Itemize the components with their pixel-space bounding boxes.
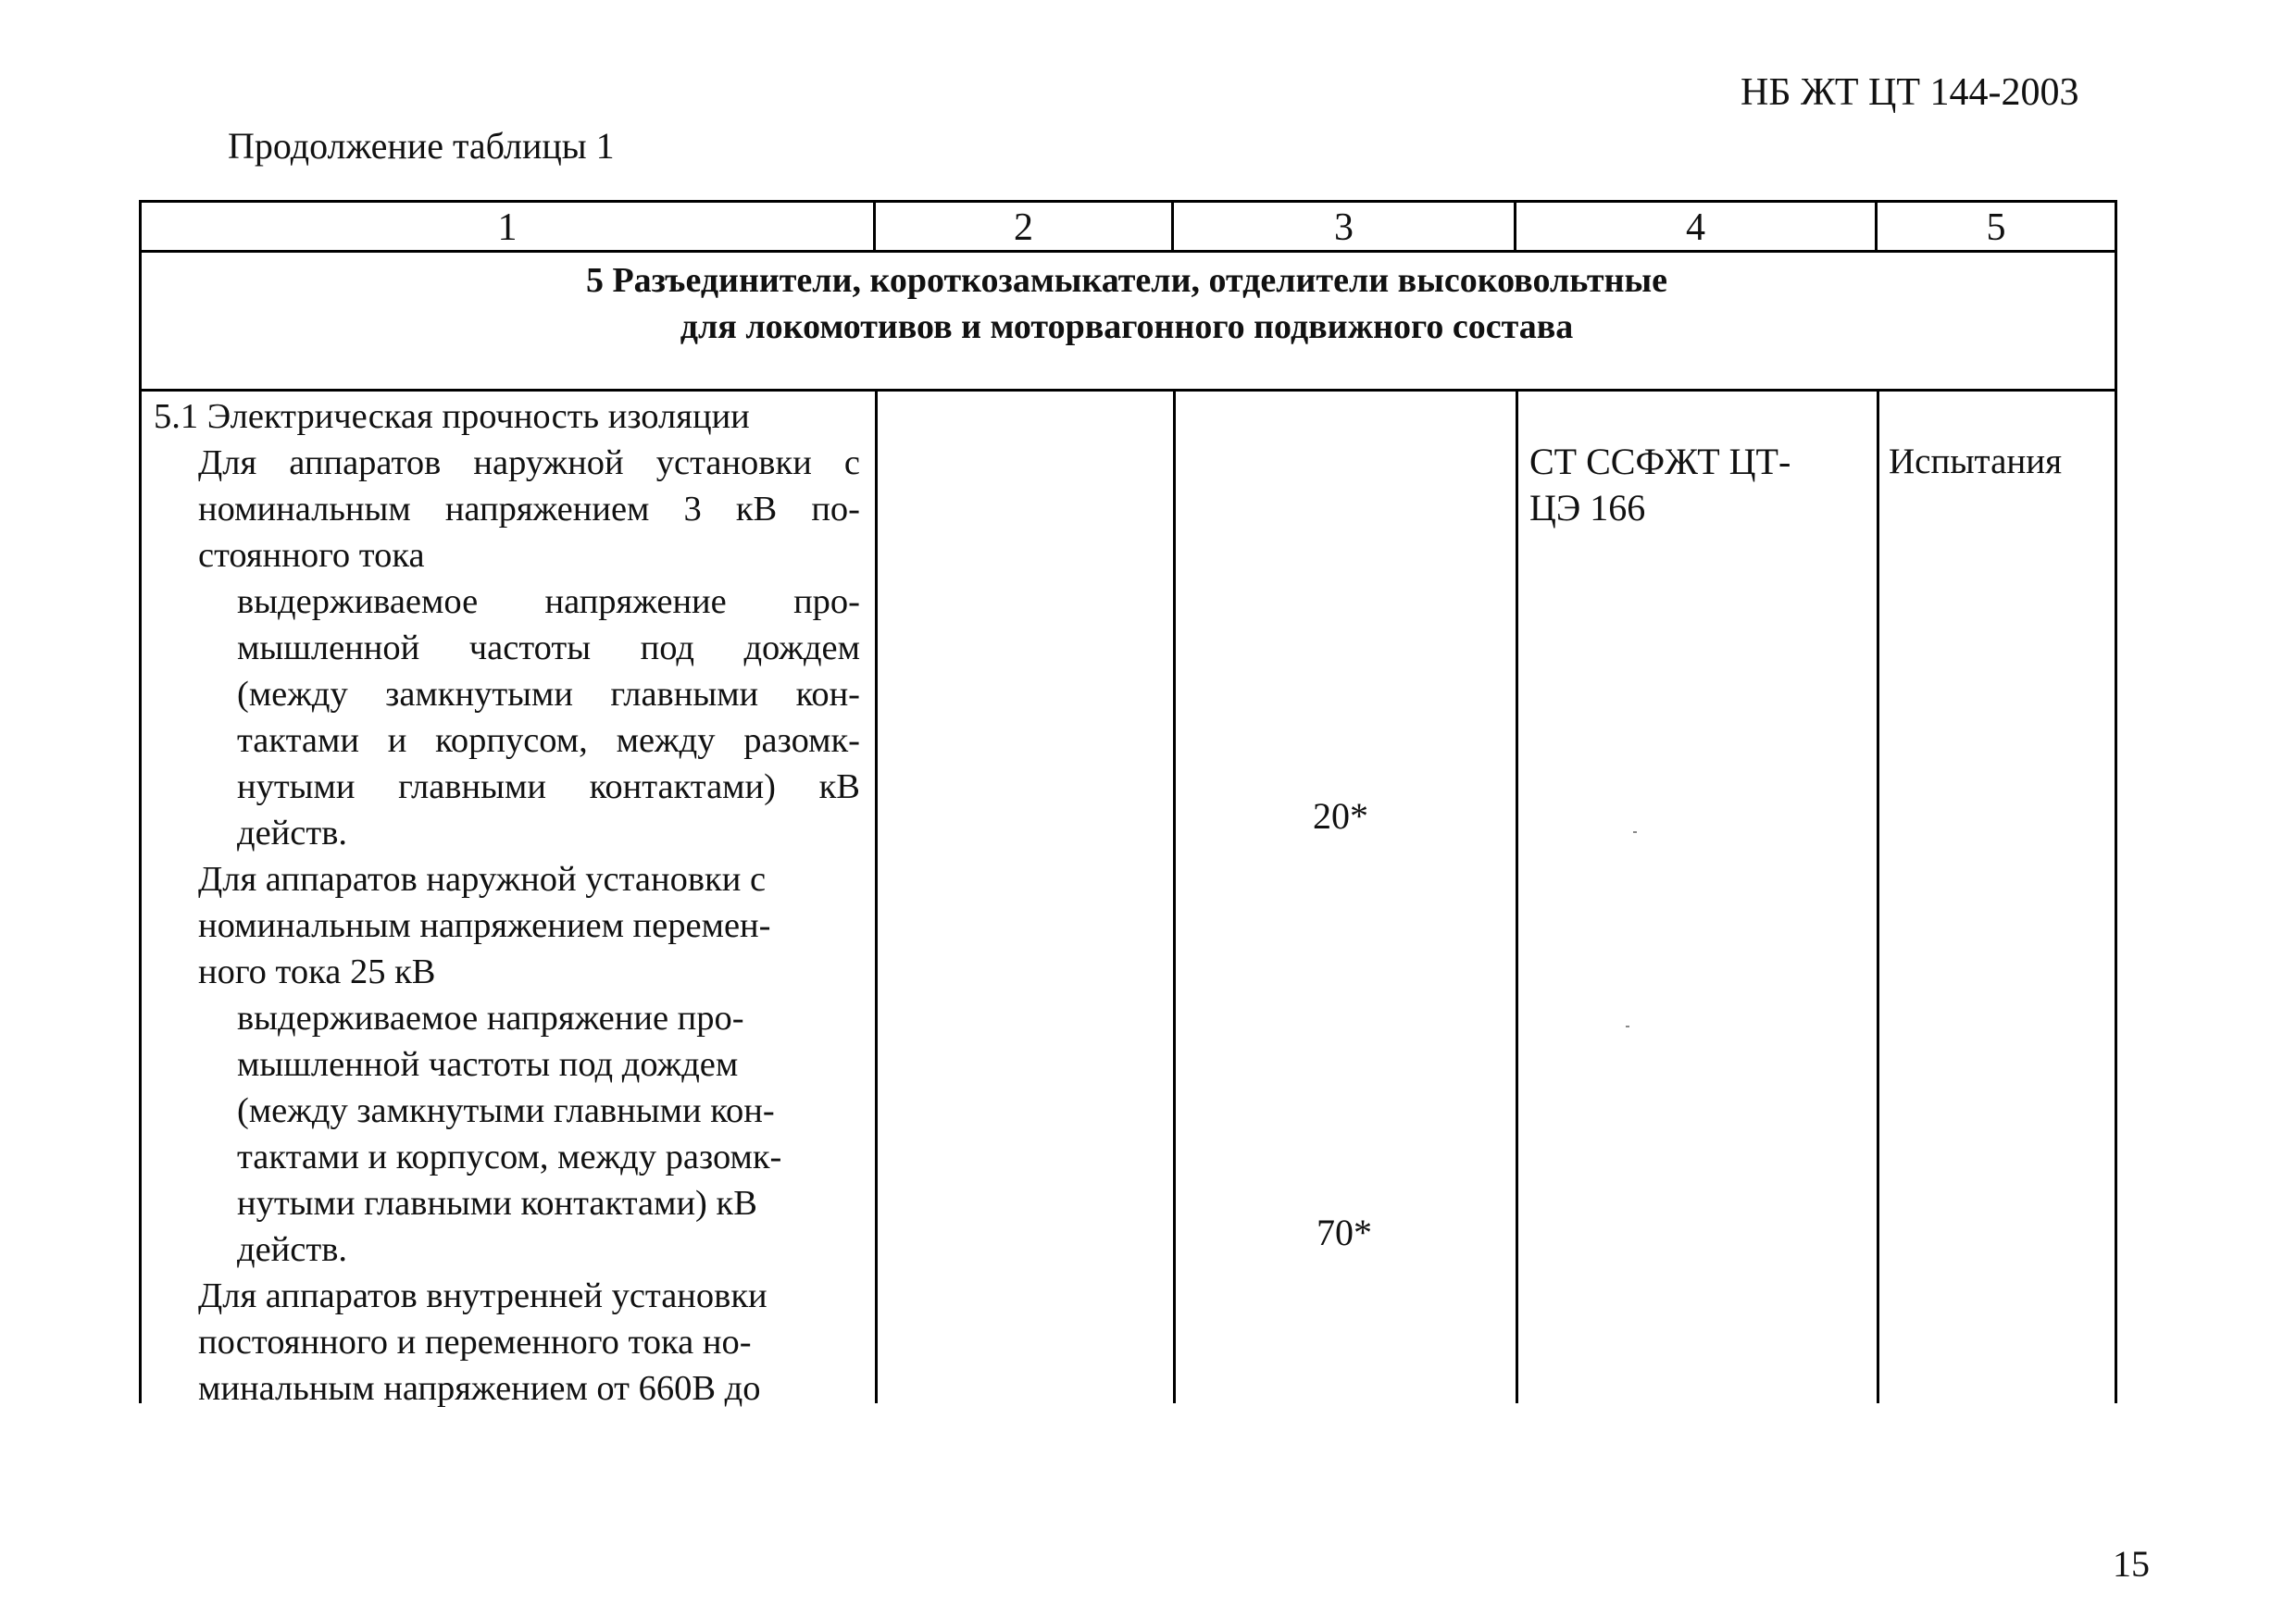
section-title-line-2: для локомотивов и моторвагонного подвижного состава	[680, 307, 1574, 346]
column-header-3: 3	[1334, 206, 1354, 249]
col-divider-3	[1516, 389, 1518, 1403]
section-title-line-1: 5 Разъединители, короткозамыкатели, отделители высоковольтные	[585, 261, 1668, 300]
item-line: стоянного тока	[198, 536, 425, 575]
control-method: Испытания	[1889, 442, 2063, 481]
item-line: постоянного и переменного тока но-	[198, 1323, 752, 1362]
value-ac-25kv: 70*	[1316, 1212, 1372, 1253]
item-line: действ.	[237, 814, 347, 853]
standard-reference-line-1: СТ ССФЖТ ЦТ-	[1529, 441, 1791, 482]
section-divider	[139, 389, 2116, 392]
col-divider-1	[875, 389, 878, 1403]
item-line: действ.	[237, 1230, 347, 1269]
item-line: выдерживаемое напряжение про-	[237, 582, 860, 621]
table-border-right	[2115, 200, 2117, 1403]
item-line: Для аппаратов наружной установки с	[198, 443, 860, 482]
column-header-5: 5	[1986, 206, 2006, 249]
table-continuation-caption: Продолжение таблицы 1	[228, 125, 615, 167]
document-code: НБ ЖТ ЦТ 144-2003	[1741, 71, 2079, 114]
item-line: тактами и корпусом, между разомк-	[237, 1138, 782, 1176]
item-line: Для аппаратов внутренней установки	[198, 1276, 767, 1315]
item-line: мышленной частоты под дождем	[237, 1045, 739, 1084]
item-line: (между замкнутыми главными кон-	[237, 1091, 775, 1130]
scan-speck	[1626, 1026, 1629, 1027]
scan-speck	[1633, 831, 1637, 833]
item-line: минальным напряжением от 660В до	[198, 1369, 761, 1408]
table-border-left	[139, 200, 142, 1403]
item-line: тактами и корпусом, между разомк-	[237, 721, 860, 760]
column-header-4: 4	[1686, 206, 1705, 249]
page-number: 15	[2113, 1543, 2150, 1585]
standard-reference-line-2: ЦЭ 166	[1529, 487, 1646, 529]
item-title: 5.1 Электрическая прочность изоляции	[154, 397, 750, 436]
item-line: мышленной частоты под дождем	[237, 629, 860, 667]
col-divider-2	[1173, 389, 1176, 1403]
item-line: выдерживаемое напряжение про-	[237, 999, 744, 1038]
section-title	[141, 257, 2113, 350]
column-header-2: 2	[1014, 206, 1033, 249]
column-header-1: 1	[497, 206, 518, 249]
item-line: ного тока 25 кВ	[198, 952, 436, 991]
item-line: номинальным напряжением перемен-	[198, 906, 771, 945]
col-divider-4	[1877, 389, 1879, 1403]
item-line: (между замкнутыми главными кон-	[237, 675, 860, 714]
item-line: нутыми главными контактами) кВ	[237, 1184, 757, 1223]
item-line: номинальным напряжением 3 кВ по-	[198, 490, 860, 529]
item-line: нутыми главными контактами) кВ	[237, 767, 860, 806]
value-dc-3kv: 20*	[1313, 795, 1368, 837]
table-border-top	[139, 200, 2116, 203]
item-line: Для аппаратов наружной установки с	[198, 860, 767, 899]
